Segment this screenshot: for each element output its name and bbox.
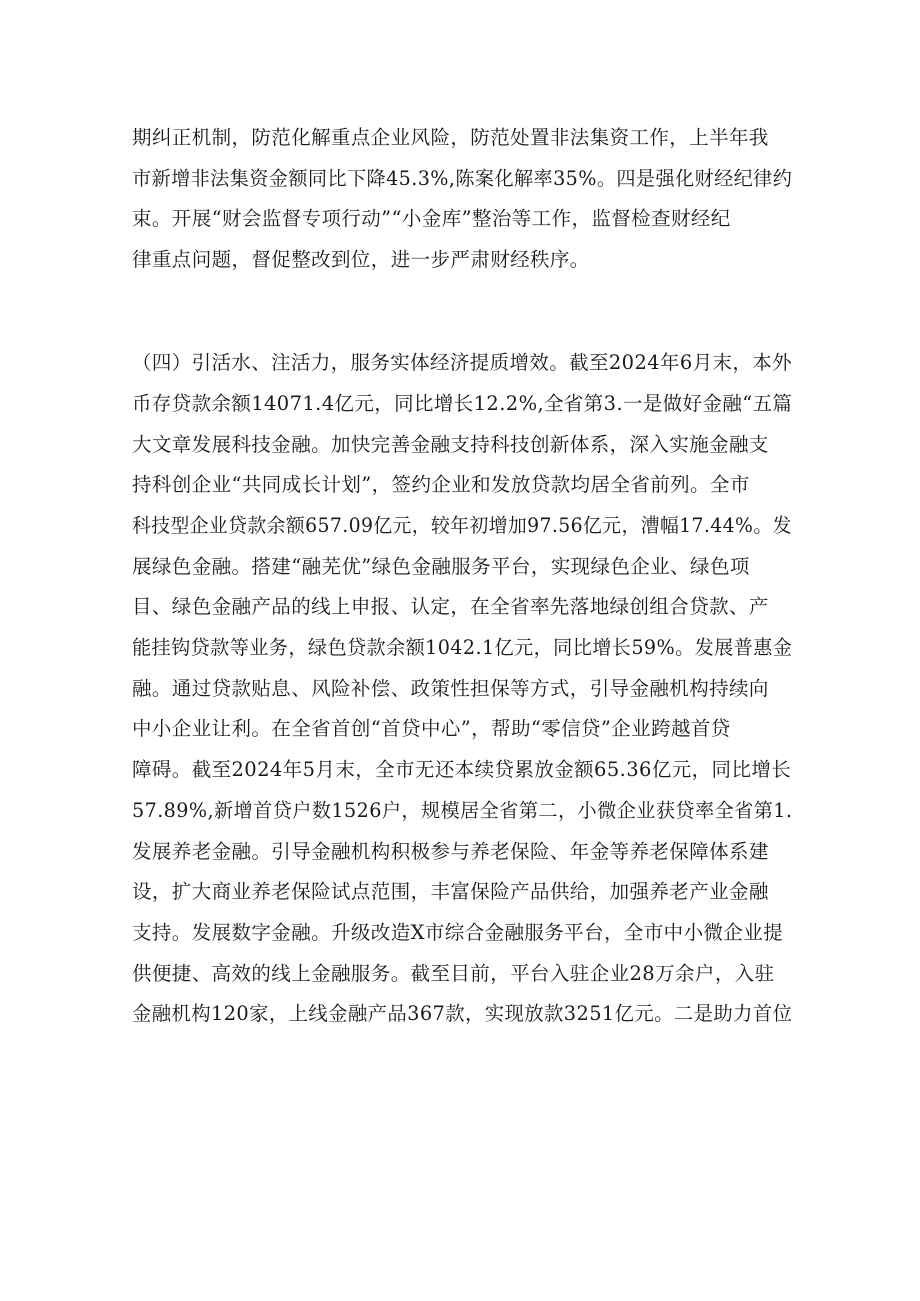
text-line: 57.89%,新增首贷户数1526户，规模居全省第二，小微企业获贷率全省第1. — [132, 798, 793, 822]
text-line: 设，扩大商业养老保险试点范围，丰富保险产品供给，加强养老产业金融 — [132, 880, 769, 904]
text-line: 科技型企业贷款余额657.09亿元，较年初增加97.56亿元，漕幅17.44%。发 — [132, 513, 792, 537]
text-line: （四）引活水、注活力，服务实体经济提质增效。截至2024年6月末，本外 — [132, 351, 793, 375]
text-line: 目、绿色金融产品的线上申报、认定，在全省率先落地绿创组合贷款、产 — [132, 595, 769, 619]
text-line: 市新增非法集资金额同比下降45.3%,陈案化解率35%。四是强化财经纪律约 — [132, 166, 793, 190]
text-line: 发展养老金融。引导金融机构积极参与养老保险、年金等养老保障体系建 — [132, 839, 769, 863]
text-line: 持科创企业“共同成长计划”，签约企业和发放贷款均居全省前列。全市 — [132, 473, 750, 497]
text-line: 期纠正机制，防范化解重点企业风险，防范处置非法集资工作，上半年我 — [132, 126, 769, 149]
text-line: 障碍。截至2024年5月末，全市无还本续贷累放金额65.36亿元，同比增长 — [132, 758, 792, 782]
text-line: 束。开展“财会监督专项行动”“小金库”整治等工作，监督检查财经纪 — [132, 207, 731, 231]
text-line: 供便捷、高效的线上金融服务。截至目前，平台入驻企业28万余户，入驻 — [132, 961, 775, 985]
text-line: 融。通过贷款贴息、风险补偿、政策性担保等方式，引导金融机构持续向 — [132, 676, 769, 700]
text-line: 金融机构120家，上线金融产品367款，实现放款3251亿元。二是助力首位 — [132, 1002, 793, 1026]
text-line: 支持。发展数字金融。升级改造X市综合金融服务平台，全市中小微企业提 — [132, 920, 784, 944]
text-line: 律重点问题，督促整改到位，进一步严肃财经秩序。 — [132, 248, 590, 272]
text-line: 中小企业让利。在全省首创“首贷中心”，帮助“零信贷”企业跨越首贷 — [132, 717, 731, 741]
text-line: 能挂钩贷款等业务，绿色贷款余额1042.1亿元，同比增长59%。发展普惠金 — [132, 636, 793, 659]
text-line: 展绿色金融。搭建“融芜优”绿色金融服务平台，实现绿色企业、绿色项 — [132, 554, 750, 578]
text-line: 大文章发展科技金融。加快完善金融支持科技创新体系，深入实施金融支 — [132, 432, 769, 456]
text-line: 币存贷款余额14071.4亿元，同比增长12.2%,全省第3.一是做好金融“五篇 — [132, 391, 793, 415]
